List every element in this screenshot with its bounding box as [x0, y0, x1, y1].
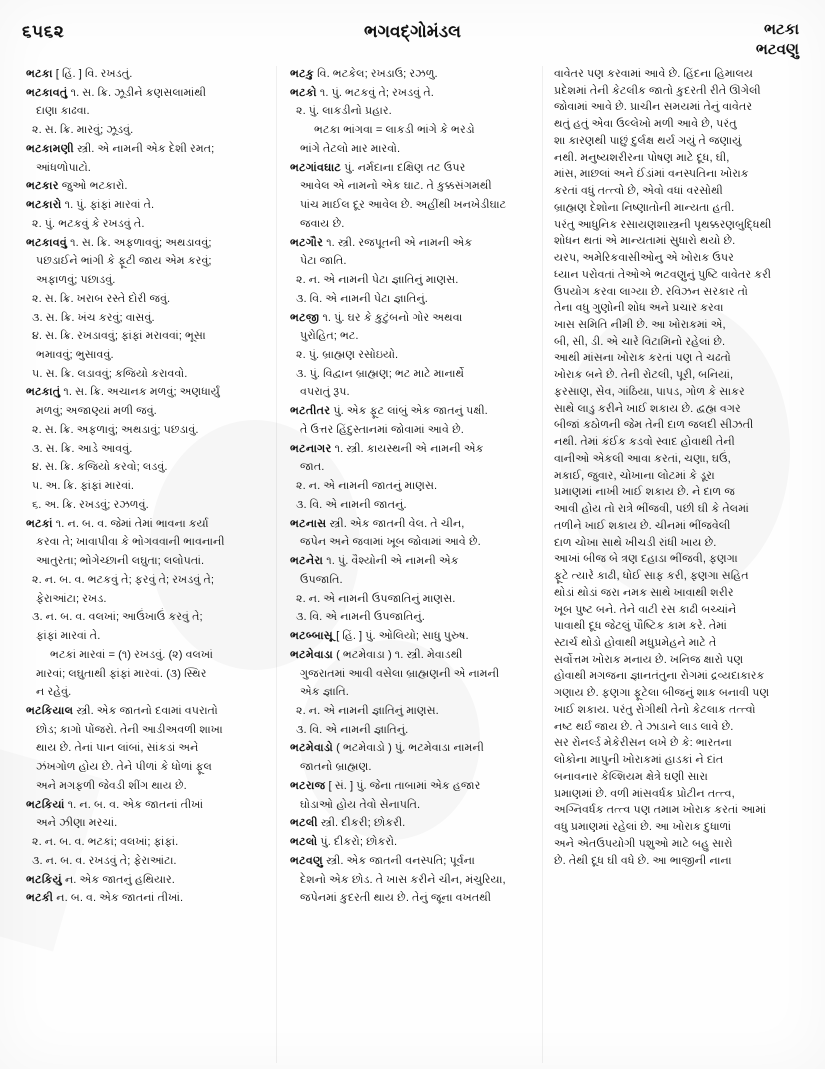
body-paragraph: વધુ પ્રમાણમાં રહેલાં છે. આ ખોરાક દુધાળાં [554, 821, 732, 834]
entry-sense: ૩. વિ. એ નામની જાતનું. [296, 498, 407, 511]
body-paragraph: ધ્યાન પરોવતાં તેઓએ ભટવણુનું પુષ્ટિ વાવેતર કરી [554, 268, 772, 281]
body-paragraph: નષ્ટ થર્ઇ જાય છે. તે ઝાડાને લાડ લાવે છે. [554, 720, 734, 733]
body-paragraph: બી, સી, ડી. એ ચારે વિટામિનો રહેલાં છે. [554, 335, 726, 348]
dictionary-entry: ભટમેવાડા ( ભટમેવાડા ) ૧. સ્ત્રી. મેવાડથી [290, 648, 463, 661]
entry-headword: ભટકામણી [26, 142, 74, 155]
entry-sense: ૪. સ. ક્રિ. કજિયો કરવો; લડવું. [32, 461, 168, 474]
entry-continuation: વપરાતું રૂપ. [300, 386, 350, 399]
body-paragraph: આખાં બીજ બે ત્રણ દહાડા ભીંજવી, ફણગા [554, 553, 738, 566]
body-paragraph: ગણાય છે. ફણગા ફૂટેલા બીજનું શાક બનાવી પણ [554, 687, 770, 700]
entry-sense: ૩. સ. ક્રિ. આડે આવવું. [32, 442, 133, 455]
entry-headword: ભટનાગર [290, 442, 332, 455]
dictionary-entry: ભટકામણી સ્ત્રી. એ નામની એક દેશી રમત; [26, 142, 215, 155]
entry-continuation: આવેલ એ નામનો એક ઘાટ. તે કુક્કસંગમથી [300, 180, 492, 193]
dictionary-entry: ભટનાગર ૧. સ્ત્રી. કાયસ્થની એ નામની એક [290, 442, 484, 455]
entry-sense: ૩. સ. ક્રિ. ખંચ કરવું; વાસવું. [32, 311, 155, 324]
entry-continuation: અને ઝીણા મરચાં. [36, 817, 118, 830]
entry-continuation: ઘોડાઓ હોય તેવો સેનાપતિ. [300, 798, 421, 811]
entry-continuation: પેટા જાતિ. [300, 255, 347, 268]
body-paragraph: હોવાથી મગજના જ્ઞાનતંતુના રોગમાં દ્રવ્યદાકારક [554, 670, 765, 683]
body-paragraph: મકાઈ, જુવાર, ચોખાના લોટમાં કે ડૂરા [554, 469, 715, 482]
body-paragraph: અને એતઉપયોગી પશુઓ માટે બહુ સારો [554, 837, 733, 850]
entry-headword: ભટજી [290, 311, 320, 324]
dictionary-entry: ભટકાતું ૧. સ. ક્રિ. અચાનક મળવું; અણધાર્યું [26, 386, 220, 399]
entry-continuation: આંધળોપાટો. [36, 161, 91, 174]
entry-headword: ભટનાસ [290, 517, 327, 530]
body-paragraph: લોકોના માપુની ખોરાકમાં હાડકાં ને દાંત [554, 754, 724, 767]
entry-headword: ભટકાં [26, 517, 53, 530]
dictionary-entry: ભટલો પું. દીકરો; છોકરો. [290, 836, 398, 849]
entry-continuation: જાત. [300, 461, 325, 474]
dictionary-entry: ભટમેવાડો ( ભટમેવાડો ) પું. ભટમેવાડા નામની [290, 742, 484, 755]
entry-sense: ૨. ન. એ નામની ઉપજાતિનું માણસ. [296, 592, 456, 605]
entry-continuation: તે ઉત્તર હિંદુસ્તાનમાં જોવામાં આવે છે. [300, 423, 464, 436]
dictionary-entry: ભટકાર જુઓ ભટકારો. [26, 180, 128, 193]
entry-continuation: જપેન અને જવામાં ખૂબ જોવામાં આવે છે. [300, 536, 481, 549]
entry-continuation: પાંચ માઈલ દૂર આવેલ છે. અહીંથી ખનખેડીઘાટ [300, 199, 507, 212]
entry-sense: ૫. સ. ક્રિ. લડાવવું; કજિયો કરાવવો. [32, 367, 188, 380]
body-paragraph: માંસ, માછલાં અને ઈંડાંમાં વનસ્પતિના ખોરાક [554, 168, 749, 181]
entry-continuation: ઝંખગોળ હોય છે. તેને પીળાં કે ધોળાં ફૂલ [36, 761, 212, 774]
dictionary-entry: ભટકાં ૧. ન. બ. વ. જેમાં તેમાં ભાવના કર્યા [26, 517, 209, 530]
body-paragraph: અગ્નિવર્ધક તત્ત્વ પણ તમામ ખોરાક કરતાં આમાં [554, 804, 767, 817]
dictionary-entry: ભટવણુ સ્ત્રી. એક જાતની વનસ્પતિ; પૂર્વના [290, 854, 475, 867]
body-paragraph: દાળ ચોખા સાથે ખીચડી રાંધી ખાય છે. [554, 536, 717, 549]
entry-headword: ભટલી [290, 817, 318, 830]
body-paragraph: છે. તેથી દૂધ ઘી વધે છે. આ ભાજીની નાના [554, 854, 732, 867]
dictionary-entry: ભટકી ન. બ. વ. એક જાતનાં તીખાં. [26, 892, 184, 905]
entry-headword: ભટકિયાલ [26, 704, 74, 717]
entry-continuation: અને મગફળી જેવડી શીંગ થાય છે. [36, 779, 187, 792]
entry-sense: ૩. વિ. એ નામની પેટા જ્ઞાતિનું. [296, 292, 428, 305]
dictionary-entry: ભટગાંવઘાટ પું. નર્મદાના દક્ષિણ તટ ઉપર [290, 161, 466, 174]
entry-headword: ભટરાજ [290, 779, 326, 792]
entry-sense: ૨. પું. ભટકવું કે રખડવું તે. [32, 217, 145, 230]
entry-continuation: કરવા તે; ખાવાપીવા કે ભોગવવાની ભાવનાની [36, 536, 225, 549]
entry-sense: ૨. ન. બ. વ. ભટકાં; વલખાં; ફાંફાં. [32, 836, 179, 849]
dictionary-entry: ભટબ્બાસૂ [ હિં. ] પું. ઓલિયો; સાધુ પુરુષ. [290, 630, 469, 643]
dictionary-entry: ભટનેરા ૧. પું. વૈશ્યોની એ નામની એક [290, 555, 459, 568]
entry-headword: ભટકિયાં [26, 798, 65, 811]
entry-headword: ભટવણુ [290, 854, 323, 867]
body-paragraph: પરંતુ આધુનિક રસાયણશાસ્ત્રની પૃથક્કરણબુદ્ધિથી [554, 218, 772, 231]
entry-sense: ૨. ન. એ નામની જ્ઞાતિનું માણસ. [296, 704, 439, 717]
entry-continuation: ન રહેવું. [36, 686, 72, 699]
text-column-3 [542, 66, 825, 1063]
dictionary-entry: ભટકો ૧. પું. ભટકવું તે; રખડવું તે. [290, 86, 434, 99]
body-paragraph: તેના વધુ ગુણોની શોધ અને પ્રચાર કરવા [554, 302, 724, 315]
running-head [0, 16, 825, 70]
body-paragraph: વાનીઓ એકલી આવા કરતાં, ચણા, ઘઉં, [554, 452, 731, 465]
entry-continuation: ભાંગે તેટલો માર મારવો. [300, 142, 401, 155]
entry-sense: ૨. સ. ક્રિ. ખરાબ રસ્તે દોરી જવું. [32, 292, 171, 305]
entry-headword: ભટકાર [26, 180, 59, 193]
dictionary-entry: ભટકિયાલ સ્ત્રી. એક જાતનો દવામાં વપરાતો [26, 704, 218, 717]
text-column-1 [0, 66, 276, 1063]
entry-subnote: ભટકા ભાંગવા = લાકડી ભાંગે કે ભરડો [314, 124, 475, 137]
dictionary-entry: ભટકાવવું ૧. સ. ક્રિ. અફળાવવું; અથડાવવું; [26, 236, 212, 249]
body-paragraph: ઉપયોગ કરવા લાગ્યા છે. રવિઝન સરકાર તો [554, 285, 748, 298]
entry-sense: ૩. વિ. એ નામની જ્ઞાતિનું. [296, 723, 409, 736]
guide-word-bottom: ભટવણુ [755, 40, 799, 58]
entry-sense: ૨. પું. લાકડીનો પ્રહાર. [296, 105, 392, 118]
entry-headword: ભટબ્બાસૂ [290, 630, 334, 643]
body-paragraph: જોવામાં આવે છે. પ્રાચીન સમયમાં તેનું વાવેતર [554, 101, 753, 114]
entry-headword: ભટનેરા [290, 555, 324, 568]
body-paragraph: પાવાથી દૂધ જેટલું પૌષ્ટિક કામ કરે. તેમાં [554, 620, 727, 633]
entry-headword: ભટકાવવું [26, 236, 68, 249]
entry-continuation: પછડાઈને ભાંગી કે ફૂટી જાય એમ કરવું; [36, 255, 212, 268]
entry-sense: ૩. ન. બ. વ. રખડવું તે; ફેરાઆંટા. [32, 854, 177, 867]
entry-sense: ૨. ન. એ નામની પેટા જ્ઞાતિનું માણસ. [296, 274, 459, 287]
body-paragraph: સર્વોત્તમ ખોરાક મનાય છે. ખનિજ ક્ષારો પણ [554, 653, 744, 666]
entry-sense: ૬. અ. ક્રિ. રખડવું; રઝળવું. [32, 498, 149, 511]
body-paragraph: બનાવનાર કેલ્શિયમ ક્ષેત્રે ઘણી સારા [554, 770, 708, 783]
body-paragraph: સ્ટાર્ચ થોડો હોવાથી મધુપ્રમેહને માટે તે [554, 636, 717, 649]
body-paragraph: આવી હોય તો રાત્રે ભીંજવી, પછી ઘી કે તેલમાં [554, 503, 749, 516]
body-paragraph: થોડાં થોડાં જરા નમક સાથે ખાવાથી શરીર [554, 586, 734, 599]
dictionary-entry: ભટજી ૧. પું. ઘર કે કુટુંબનો ગોર અથવા [290, 311, 463, 324]
entry-continuation: ઉપજાતિ. [300, 573, 343, 586]
entry-continuation: ફાંફાં મારવાં તે. [36, 630, 101, 643]
dictionary-entry: ભટકારો ૧. પું. ફાંફાં મારવાં તે. [26, 199, 155, 212]
entry-headword: ભટકાતું [26, 386, 61, 399]
dictionary-entry: ભટકિયું ન. એક જાતનું હથિયાર. [26, 873, 175, 886]
entry-headword: ભટકારો [26, 199, 62, 212]
body-paragraph: બ્રાહ્મણ દેશોના નિષ્ણાતોની માન્યતા હતી. [554, 201, 735, 214]
entry-headword: ભટતીતર [290, 405, 331, 418]
text-column-2 [276, 66, 542, 1063]
body-paragraph: શોધન થતાં એ માન્યતામાં સુધારો થયો છે. [554, 235, 736, 248]
body-paragraph: ખોરાક બને છે. તેની રોટલી, પૂરી, બનિયાં, [554, 369, 734, 382]
entry-continuation: છોડ; કાગો પોંજરો. તેની આડીઅવળી શાખા [36, 723, 223, 736]
dictionary-entry: ભટલી સ્ત્રી. દીકરી; છોકરી. [290, 817, 406, 830]
body-paragraph: યરપ, અમેરિકવાસીઓનુ એ ખોરાક ઉપર [554, 252, 734, 265]
page-title: ભગવદ્ગોમંડલ [364, 22, 461, 41]
entry-continuation: પુરોહિત; ભટ. [300, 330, 359, 343]
entry-continuation: જાતનો બ્રાહ્મણ. [300, 761, 372, 774]
entry-continuation: થાય છે. તેનાં પાન લાંબાં, સાંકડાં અને [36, 742, 199, 755]
body-paragraph: નથી. મનુષ્યશરીરના પોષણ માટે દૂધ, ઘી, [554, 151, 730, 164]
entry-headword: ભટકા [26, 68, 53, 80]
entry-headword: ભટકો [290, 86, 317, 99]
body-paragraph: ખૂબ પુષ્ટ બને. તેને વાટી રસ કાઢી બચ્ચાંને [554, 603, 737, 616]
entry-sense: ૩. પું. વિદ્વાન બ્રાહ્મણ; ભટ માટે માનાર્થે [296, 367, 465, 380]
entry-sense: ૨. સ. ક્રિ. મારવું; ઝૂડવું. [32, 124, 134, 137]
dictionary-entry: ભટરાજ [ સં. ] પું. જેના તાબામાં એક હજાર [290, 779, 481, 792]
entry-sense: ૨. ન. એ નામની જાતનું માણસ. [296, 480, 438, 493]
dictionary-entry: ભટકિયાં ૧. ન. બ. વ. એક જાતનાં તીખાં [26, 798, 204, 811]
body-paragraph: વાવેતર પણ કરવામાં આવે છે. હિંદના હિમાલય [554, 68, 754, 80]
body-paragraph: ફરસાણ, સેવ, ગાંઠિયા, પાપડ, ગોળ કે સાકર [554, 385, 745, 398]
entry-sense: ૨. સ. ક્રિ. અફળાવું; અથડાવું; પછડાવું. [32, 423, 199, 436]
body-paragraph: શા કારણથી પાછું દુર્લક્ષ થર્ય ગયું તે જણાયું [554, 134, 742, 147]
entry-headword: ભટગાંવઘાટ [290, 161, 342, 174]
body-paragraph: થતું હતું એવા ઉલ્લેખો મળી આવે છે, પરંતુ [554, 118, 737, 131]
body-paragraph: સાથે લાડુ કરીને ખાઈ શકાય છે. દ્વહ્મ વગર [554, 402, 741, 415]
entry-headword: ભટલો [290, 836, 318, 849]
dictionary-entry: ભટકા [ હિં. ] વિ. રખડતું. [26, 68, 133, 80]
entry-continuation: ભમાવવું; ભુસાવવું. [36, 349, 114, 362]
guide-word-top: ભટકા [764, 21, 799, 38]
body-paragraph: ખાસ સમિતિ નીમી છે. આ ખોરાકમાં એ, [554, 319, 726, 332]
body-paragraph: બીજાં કઠોળની જેમ તેની દાળ જલદી સીઝતી [554, 419, 754, 432]
entry-continuation: ફેરાઆંટા; રખડ. [36, 592, 107, 605]
body-paragraph: તળીને ખાઈ શકાય છે. ચીનમાં ભીંજવેલી [554, 519, 731, 532]
entry-continuation: જવાય છે. [300, 217, 345, 230]
entry-sense: ૩. ન. બ. વ. વલખાં; આઉંખાઉં કરવું તે; [32, 611, 203, 624]
entry-continuation: મારવાં; લઘુતાથી ફાંફાં મારવાં. (૩) સ્થિર [36, 667, 207, 680]
entry-sense: ૩. વિ. એ નામની ઉપજાતિનું. [296, 611, 425, 624]
body-paragraph: પ્રમાણમાં નાખી ખાઈ શકાય છે. ને દાળ જ [554, 486, 735, 499]
body-paragraph: આથી માંસના ખોરાક કરતાં પણ તે ચઢતો [554, 352, 731, 365]
dictionary-entry: ભટનાસ સ્ત્રી. એક જાતની વેલ. તે ચીન, [290, 517, 465, 530]
entry-sense: ૨. ન. બ. વ. ભટકવું તે; ફરવું તે; રખડવું તે; [32, 573, 215, 586]
entry-continuation: આતુરતા; ભોગેચ્છાની લઘુતા; લલોપતાં. [36, 555, 205, 568]
body-paragraph: પ્રમાણમાં છે. વળી માંસવર્ધક પ્રોટીન તત્ત્વ, [554, 787, 735, 800]
entry-headword: ભટમેવાડા [290, 648, 333, 661]
entry-headword: ભટમેવાડો [290, 742, 334, 755]
body-paragraph: સર રોનર્લ્ડ મેકેરીસન લખે છે કે: ભારતના [554, 737, 732, 750]
body-paragraph: ફૂટે ત્યારે કાઢી, ધોઈ સાફ કરી, ફણગા સહિત [554, 570, 749, 583]
entry-headword: ભટકી [26, 892, 54, 905]
entry-continuation: દાણા કાઢવા. [36, 105, 90, 118]
column-container [0, 66, 825, 1063]
body-paragraph: ખાઈ શકાય. પરંતુ રોગીથી તેનો કેટલાક તત્ત્વો [554, 703, 756, 716]
entry-headword: ભટગૌર [290, 236, 324, 249]
entry-sense: ૫. અ. ક્રિ. ફાંફાં મારવાં. [32, 480, 135, 493]
entry-headword: ભટકિયું [26, 873, 62, 886]
dictionary-entry: ભટતીતર પું. એક ફૂટ લાંબું એક જાતનું પક્ષી. [290, 405, 488, 418]
dictionary-entry: ભટકાવતું ૧. સ. ક્રિ. ઝૂડીને કણસલામાંથી [26, 86, 207, 99]
entry-continuation: જપેનમાં કુદરતી થાય છે. તેનું જૂના વખતથી [300, 892, 492, 905]
entry-headword: ભટકુ [290, 68, 314, 80]
entry-headword: ભટકાવતું [26, 86, 68, 99]
entry-continuation: ગુજરાતમાં આવી વસેલા બ્રાહ્મણની એ નામની [300, 667, 500, 680]
body-paragraph: કરતાં વધું તત્ત્વો છે, એવો વધાં વરસોથી [554, 185, 723, 198]
dictionary-entry: ભટકુ વિ. ભટકેલ; રખડાઉ; રઝળુ. [290, 68, 438, 80]
page-number: ૬૫૬૨ [22, 22, 65, 41]
entry-subnote: ભટકાં મારવાં = (૧) રખડવું. (૨) વલખાં [50, 648, 213, 661]
entry-continuation: અફાળવું; પછાડવું. [36, 274, 116, 287]
guide-words [756, 20, 799, 60]
entry-continuation: એક જ્ઞાતિ. [300, 686, 349, 699]
entry-continuation: દેશનો એક છોડ. તે ખાસ કરીને ચીન, મંચુરિયા, [300, 873, 506, 886]
entry-sense: ૪. સ. ક્રિ. રખડાવવું; ફાંફાં મરાવવાં; ભૂસા [32, 330, 206, 343]
body-paragraph: નથી. તેમાં કંઈક કડવો સ્વાદ હોવાથી તેની [554, 436, 735, 449]
entry-sense: ૨. પું. બ્રાહ્મણ રસોઇયો. [296, 349, 399, 362]
entry-continuation: મળવું; અજાણ્યાં મળી જવું. [36, 405, 157, 418]
body-paragraph: પ્રદેશમાં તેની કેટલીક જાતો કુદરતી રીતે ઊગેલી [554, 84, 761, 97]
dictionary-entry: ભટગૌર ૧. સ્ત્રી. રજપૂતની એ નામની એક [290, 236, 473, 249]
